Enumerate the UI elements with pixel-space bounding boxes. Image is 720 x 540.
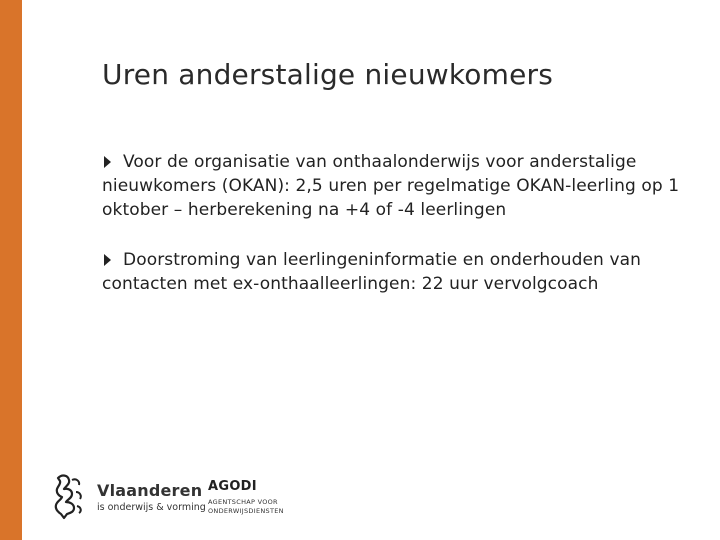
slide-title: Uren anderstalige nieuwkomers [102, 58, 554, 91]
agodi-logo-subtitle: AGENTSCHAP VOOR ONDERWIJSDIENSTEN [208, 498, 284, 515]
bullet-text: Voor de organisatie van onthaalonderwijs voor anderstalige nieuwkomers (OKAN): 2,5 uren per regelmatige OKAN-leerling op 1 oktober – herberekening na +4 of -4 leerlingen [102, 152, 680, 220]
vlaanderen-logo-name: Vlaanderen [97, 481, 203, 500]
bullet-item [102, 248, 682, 296]
vlaanderen-logo-tagline: is onderwijs & vorming [97, 502, 206, 513]
agodi-logo-name: AGODI [208, 479, 257, 494]
triangle-bullet-icon [104, 156, 111, 168]
accent-side-bar [0, 0, 22, 540]
triangle-bullet-icon [104, 254, 111, 266]
bullet-text: Doorstroming van leerlingeninformatie en onderhouden van contacten met ex-onthaalleerlingen: 22 uur vervolgcoach [102, 250, 641, 294]
bullet-list [102, 150, 682, 322]
flemish-lion-icon [50, 472, 86, 520]
bullet-item [102, 150, 682, 222]
